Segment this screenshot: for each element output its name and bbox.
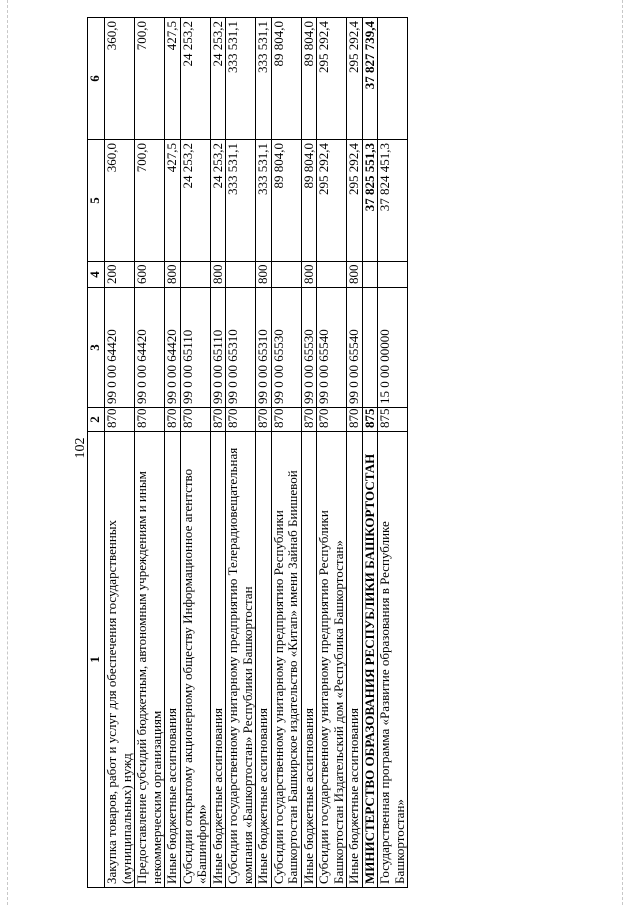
cell-name: Субсидии государственному унитарному предприятию Телерадиовещательная компания «Башкортостан» Республики Башкортостан (226, 432, 256, 888)
cell-csr (362, 288, 378, 408)
cell-name: Иные бюджетные ассигнования (256, 432, 272, 888)
header-cell: 2 (88, 408, 105, 432)
cell-ved: 870 (347, 408, 363, 432)
table-row (301, 18, 317, 888)
cell-amount-5: 37 825 551,3 (362, 140, 378, 262)
cell-ved: 870 (105, 408, 135, 432)
cell-ved: 875 (362, 408, 378, 432)
cell-csr: 99 0 00 65310 (226, 288, 256, 408)
cell-vr (226, 262, 256, 288)
cell-vr: 800 (210, 262, 226, 288)
cell-name: Субсидии открытому акционерному обществу Информационное агентство «Башинформ» (180, 432, 210, 888)
cell-amount-6: 700,0 (135, 18, 165, 140)
cell-ved: 870 (271, 408, 301, 432)
cell-vr (317, 262, 347, 288)
table-row (378, 18, 408, 888)
cell-name: Субсидии государственному унитарному предприятию Республики Башкортостан Издательский дом «Республика Башкортостан» (317, 432, 347, 888)
cell-name: Иные бюджетные ассигнования (165, 432, 181, 888)
cell-vr (180, 262, 210, 288)
cell-vr (271, 262, 301, 288)
cell-amount-6: 333 531,1 (226, 18, 256, 140)
cell-vr: 800 (347, 262, 363, 288)
table-row (210, 18, 226, 888)
cell-ved: 870 (301, 408, 317, 432)
cell-amount-6: 427,5 (165, 18, 181, 140)
cell-vr: 800 (165, 262, 181, 288)
cell-amount-5: 333 531,1 (256, 140, 272, 262)
cell-amount-6: 333 531,1 (256, 18, 272, 140)
table-row (165, 18, 181, 888)
page-number: 102 (73, 437, 88, 459)
cell-vr: 800 (301, 262, 317, 288)
cell-amount-5: 89 804,0 (301, 140, 317, 262)
cell-name: Иные бюджетные ассигнования (301, 432, 317, 888)
table-row (362, 18, 378, 888)
cell-amount-6: 295 292,4 (317, 18, 347, 140)
cell-amount-5: 295 292,4 (347, 140, 363, 262)
cell-csr: 99 0 00 65530 (271, 288, 301, 408)
cell-amount-6: 24 253,2 (210, 18, 226, 140)
cell-ved: 870 (180, 408, 210, 432)
header-cell: 5 (88, 140, 105, 262)
header-cell: 1 (88, 432, 105, 888)
cell-ved: 875 (378, 408, 408, 432)
budget-table (87, 17, 408, 888)
cell-csr: 99 0 00 65310 (256, 288, 272, 408)
header-cell: 6 (88, 18, 105, 140)
cell-ved: 870 (226, 408, 256, 432)
header-cell: 3 (88, 288, 105, 408)
cell-amount-5: 295 292,4 (317, 140, 347, 262)
cell-amount-5: 37 824 451,3 (378, 140, 408, 262)
cell-ved: 870 (317, 408, 347, 432)
table-row (180, 18, 210, 888)
cell-name: Субсидии государственному унитарному предприятию Республики Башкортостан Башкирское издательство «Китап» имени Зайнаб Биишевой (271, 432, 301, 888)
cell-csr: 99 0 00 65110 (180, 288, 210, 408)
cell-ved: 870 (210, 408, 226, 432)
cell-amount-5: 24 253,2 (180, 140, 210, 262)
table-row (347, 18, 363, 888)
cell-name: Предоставление субсидий бюджетным, автономным учреждениям и иным некоммерческим организациям (135, 432, 165, 888)
table-row (105, 18, 135, 888)
cell-vr: 600 (135, 262, 165, 288)
table-row (256, 18, 272, 888)
scan-edge-right (622, 0, 623, 905)
cell-amount-5: 427,5 (165, 140, 181, 262)
cell-csr: 99 0 00 65540 (317, 288, 347, 408)
cell-amount-5: 89 804,0 (271, 140, 301, 262)
cell-amount-6: 360,0 (105, 18, 135, 140)
cell-amount-6 (378, 18, 408, 140)
cell-csr: 99 0 00 64420 (105, 288, 135, 408)
cell-vr (362, 262, 378, 288)
cell-ved: 870 (135, 408, 165, 432)
table-row (317, 18, 347, 888)
scan-edge-left (7, 0, 8, 905)
cell-amount-5: 700,0 (135, 140, 165, 262)
cell-name: Иные бюджетные ассигнования (347, 432, 363, 888)
cell-csr: 99 0 00 65110 (210, 288, 226, 408)
cell-amount-5: 24 253,2 (210, 140, 226, 262)
cell-name: Иные бюджетные ассигнования (210, 432, 226, 888)
cell-vr (378, 262, 408, 288)
cell-vr: 200 (105, 262, 135, 288)
cell-csr: 99 0 00 64420 (135, 288, 165, 408)
cell-name: МИНИСТЕРСТВО ОБРАЗОВАНИЯ РЕСПУБЛИКИ БАШКОРТОСТАН (362, 432, 378, 888)
cell-csr: 99 0 00 64420 (165, 288, 181, 408)
rotated-page (87, 18, 596, 888)
header-row (88, 18, 105, 888)
table-row (135, 18, 165, 888)
cell-amount-6: 295 292,4 (347, 18, 363, 140)
cell-amount-6: 37 827 739,4 (362, 18, 378, 140)
cell-ved: 870 (256, 408, 272, 432)
cell-vr: 800 (256, 262, 272, 288)
cell-csr: 99 0 00 65540 (347, 288, 363, 408)
cell-csr: 15 0 00 00000 (378, 288, 408, 408)
cell-name: Государственная программа «Развитие образования в Республике Башкортостан» (378, 432, 408, 888)
cell-amount-6: 89 804,0 (301, 18, 317, 140)
table-row (271, 18, 301, 888)
table-body (88, 18, 408, 888)
cell-amount-5: 333 531,1 (226, 140, 256, 262)
header-cell: 4 (88, 262, 105, 288)
cell-name: Закупка товаров, работ и услуг для обеспечения государственных (муниципальных) нужд (105, 432, 135, 888)
cell-csr: 99 0 00 65530 (301, 288, 317, 408)
cell-ved: 870 (165, 408, 181, 432)
table-row (226, 18, 256, 888)
cell-amount-5: 360,0 (105, 140, 135, 262)
cell-amount-6: 89 804,0 (271, 18, 301, 140)
cell-amount-6: 24 253,2 (180, 18, 210, 140)
